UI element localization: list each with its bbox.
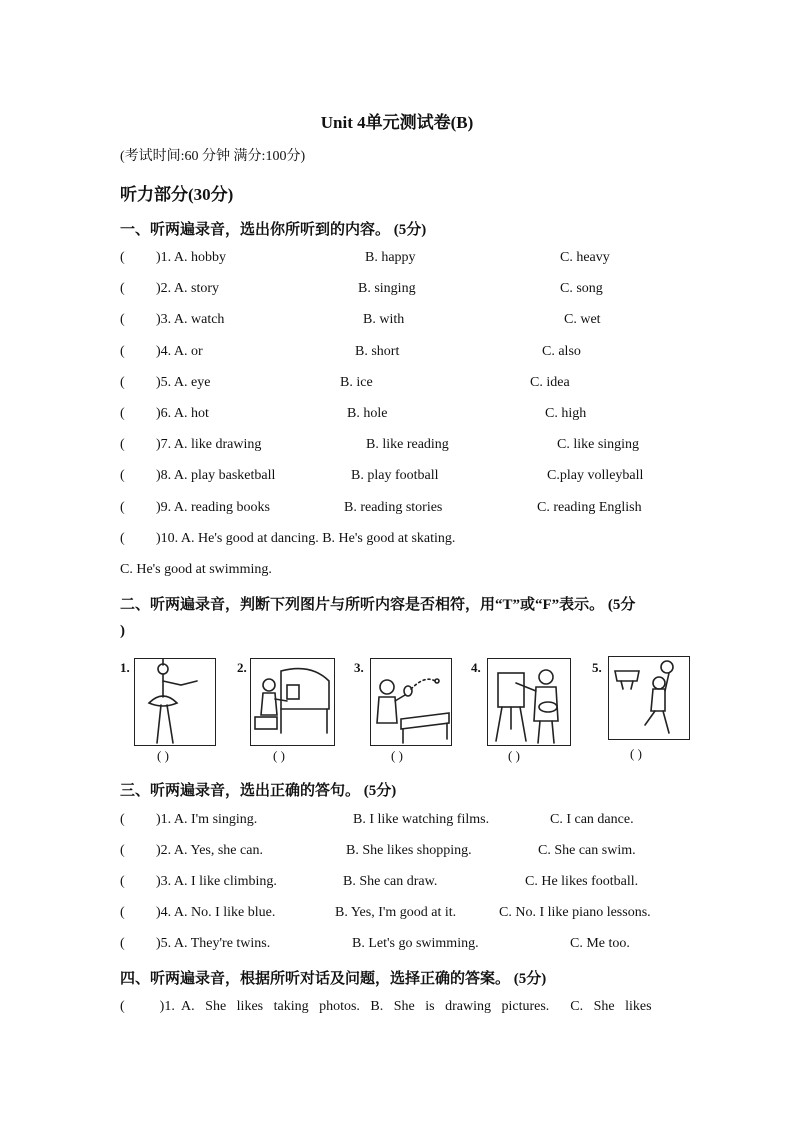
picture-number: 5. (592, 660, 602, 675)
option-a: )4. A. No. I like blue. (156, 905, 276, 920)
basketball-player-icon (608, 656, 690, 740)
option-b: B. I like watching films. (353, 812, 490, 827)
answer-blank[interactable]: ( (120, 812, 125, 827)
option-c: C. like singing (557, 437, 640, 452)
answer-blank[interactable]: ( (120, 936, 125, 951)
option-a: )7. A. like drawing (156, 437, 262, 452)
option-a-b: )10. A. He's good at dancing. B. He's good at skating. (156, 531, 456, 546)
section1-heading: 一、听两遍录音，选出你所听到的内容。 (5分) (120, 222, 427, 238)
answer-blank[interactable]: ( (120, 531, 125, 546)
option-a: )3. A. watch (156, 312, 225, 327)
answer-blank[interactable]: ( (120, 375, 125, 390)
option-c: C. He's good at swimming. (120, 562, 272, 577)
exam-meta: (考试时间:60 分钟 满分:100分) (120, 149, 306, 164)
option-a: )3. A. I like climbing. (156, 874, 277, 889)
option-a: )2. A. Yes, she can. (156, 843, 263, 858)
option-a: )8. A. play basketball (156, 468, 276, 483)
answer-blank[interactable]: ( (120, 344, 125, 359)
option-c: C.play volleyball (547, 468, 644, 483)
option-b: B. She can draw. (343, 874, 438, 889)
answer-blank[interactable]: ( (120, 281, 125, 296)
option-a: )5. A. eye (156, 375, 211, 390)
option-b: B. reading stories (344, 500, 443, 515)
answer-blank[interactable]: ( (120, 406, 125, 421)
picture-number: 3. (354, 660, 364, 675)
section2-heading-tail: ) (120, 623, 125, 639)
picture-number: 4. (471, 660, 481, 675)
option-b: B. ice (340, 375, 373, 390)
option-b: B. short (355, 344, 400, 359)
option-a: )9. A. reading books (156, 500, 270, 515)
option-a: )5. A. They're twins. (156, 936, 271, 951)
answer-paren[interactable]: ( ) (508, 748, 520, 763)
option-a: )2. A. story (156, 281, 219, 296)
option-c: C. also (542, 344, 581, 359)
option-c: C. He likes football. (525, 874, 639, 889)
girl-playing-piano-icon (250, 658, 335, 746)
option-a: )6. A. hot (156, 406, 209, 421)
section3-heading: 三、听两遍录音，选出正确的答句。 (5分) (120, 783, 397, 799)
option-b: B. play football (351, 468, 439, 483)
answer-blank[interactable]: ( (120, 843, 125, 858)
boy-playing-ping-pong-icon (370, 658, 452, 746)
part-title: 听力部分(30分) (120, 185, 234, 204)
question-text: ( )1. A. She likes taking photos. B. She is drawing pictures. C. She likes (120, 999, 652, 1014)
page-title: Unit 4单元测试卷(B) (320, 113, 474, 132)
answer-blank[interactable]: ( (120, 468, 125, 483)
option-a: )1. A. I'm singing. (156, 812, 258, 827)
answer-blank[interactable]: ( (120, 437, 125, 452)
option-c: C. heavy (560, 250, 610, 265)
option-c: C. I can dance. (550, 812, 634, 827)
option-a: )4. A. or (156, 344, 203, 359)
option-c: C. She can swim. (538, 843, 636, 858)
option-b: B. Yes, I'm good at it. (335, 905, 457, 920)
answer-blank[interactable]: ( (120, 874, 125, 889)
picture-number: 1. (120, 660, 130, 675)
option-a: )1. A. hobby (156, 250, 226, 265)
option-c: C. reading English (537, 500, 642, 515)
answer-blank[interactable]: ( (120, 312, 125, 327)
option-c: C. Me too. (570, 936, 630, 951)
answer-paren[interactable]: ( ) (157, 748, 169, 763)
option-b: B. singing (358, 281, 416, 296)
answer-blank[interactable]: ( (120, 500, 125, 515)
option-b: B. with (363, 312, 405, 327)
boy-painting-icon (487, 658, 571, 746)
option-c: C. wet (564, 312, 601, 327)
ballet-dancer-icon (134, 658, 216, 746)
section4-heading: 四、听两遍录音，根据所听对话及问题，选择正确的答案。 (5分) (120, 971, 547, 987)
answer-blank[interactable]: ( (120, 250, 125, 265)
option-b: B. like reading (366, 437, 449, 452)
answer-paren[interactable]: ( ) (630, 746, 642, 761)
answer-paren[interactable]: ( ) (273, 748, 285, 763)
option-b: B. Let's go swimming. (352, 936, 479, 951)
option-c: C. song (560, 281, 603, 296)
answer-blank[interactable]: ( (120, 905, 125, 920)
option-c: C. No. I like piano lessons. (499, 905, 651, 920)
option-b: B. happy (365, 250, 416, 265)
option-c: C. high (545, 406, 587, 421)
section2-heading: 二、听两遍录音，判断下列图片与所听内容是否相符，用“T”或“F”表示。 (5分 (120, 597, 636, 613)
option-b: B. hole (347, 406, 388, 421)
answer-paren[interactable]: ( ) (391, 748, 403, 763)
option-c: C. idea (530, 375, 570, 390)
option-b: B. She likes shopping. (346, 843, 472, 858)
picture-number: 2. (237, 660, 247, 675)
